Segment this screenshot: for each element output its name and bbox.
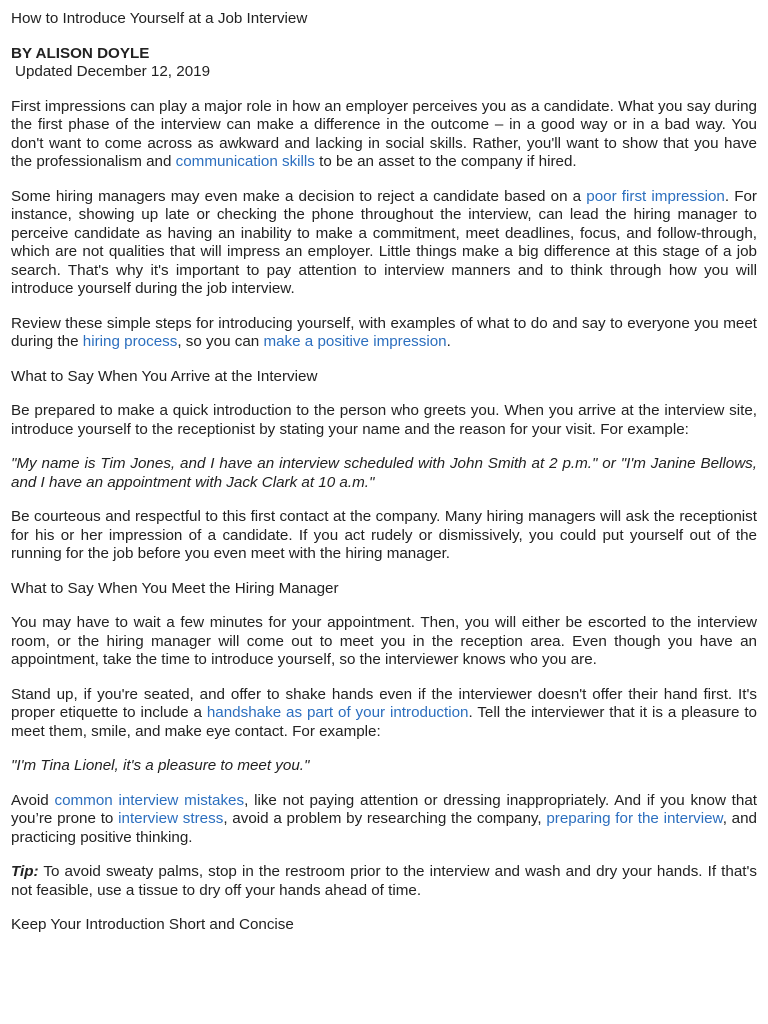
- link-positive-impression[interactable]: make a positive impression: [263, 333, 447, 350]
- paragraph-arrive: Be prepared to make a quick introduction to the person who greets you. When you arrive at the interview site, introduce yourself to the receptionist by stating your name and the reason for your visit. For example:: [11, 402, 757, 438]
- updated-date: Updated December 12, 2019: [15, 63, 211, 80]
- paragraph-wait: You may have to wait a few minutes for your appointment. Then, you will either be escorted to the interview room, or the hiring manager will come out to meet you in the reception area. Even though you have an appointment, take the time to introduce yourself, so the interviewer knows who you are.: [11, 614, 757, 668]
- link-communication-skills[interactable]: communication skills: [175, 153, 315, 170]
- link-hiring-process[interactable]: hiring process: [82, 333, 178, 350]
- paragraph-courteous: Be courteous and respectful to this first contact at the company. Many hiring managers will ask the receptionist for his or her impression of a candidate. If you act rudely or dismissively, you could put yourself out of the running for the job before you even meet with the hiring manager.: [11, 508, 757, 562]
- paragraph-review-steps: Review these simple steps for introducing yourself, with examples of what to do and say to everyone you meet during the hiring process, so you can make a positive impression.: [11, 314, 757, 350]
- tip-label: Tip:: [11, 863, 39, 880]
- paragraph-avoid-mistakes: Avoid common interview mistakes, like not paying attention or dressing inappropriately. And if you know that you’re prone to interview stress, avoid a problem by researching the company, preparing for the interview, and practicing positive thinking.: [11, 791, 758, 846]
- paragraph-first-impression: Some hiring managers may even make a decision to reject a candidate based on a poor first impression. For instance, showing up late or checking the phone throughout the interview, can lead the hiring manager to perceive candidate as having an inability to make a commitment, meet deadlines, focus, and follow-through, which are not qualities that will impress an employer. Little things make a big difference at this stage of a job search. That's why it's important to pay attention to interview manners and to think through how you will introduce yourself during the job interview.: [11, 187, 757, 297]
- section-heading-keep-short: Keep Your Introduction Short and Concise: [11, 916, 294, 933]
- author-byline: BY ALISON DOYLE: [11, 44, 150, 62]
- link-interview-stress[interactable]: interview stress: [118, 810, 224, 827]
- example-quote-receptionist: "My name is Tim Jones, and I have an interview scheduled with John Smith at 2 p.m." or "I'm Janine Bellows, and I have an appointment with Jack Clark at 10 a.m.": [11, 455, 757, 491]
- tip-text: To avoid sweaty palms, stop in the restroom prior to the interview and wash and dry your hands. If that's not feasible, use a tissue to dry off your hands ahead of time.: [11, 863, 757, 899]
- link-poor-first-impression[interactable]: poor first impression: [586, 187, 725, 205]
- example-quote-manager: "I'm Tina Lionel, it's a pleasure to meet you.": [11, 757, 310, 774]
- link-common-mistakes[interactable]: common interview mistakes: [54, 791, 245, 809]
- section-heading-arrive: What to Say When You Arrive at the Interview: [11, 367, 318, 385]
- tip-box: [11, 863, 757, 900]
- paragraph-intro: First impressions can play a major role in how an employer perceives you as a candidate. What you say during the first phase of the interview can make a difference in the outcome – in a good way or in a bad way. You don't want to come across as awkward and lacking in social skills. Rather, you'll want to show that you have the professionalism and communication skills to be an asset to the company if hired.: [11, 97, 757, 170]
- paragraph-handshake: Stand up, if you're seated, and offer to shake hands even if the interviewer doesn't offer their hand first. It's proper etiquette to include a handshake as part of your introduction. Tell the interviewer that it is a pleasure to meet them, smile, and make eye contact. For example:: [11, 685, 757, 740]
- link-preparing-interview[interactable]: preparing for the interview: [546, 810, 723, 827]
- link-handshake[interactable]: handshake as part of your introduction: [206, 704, 469, 721]
- section-heading-meet-manager: What to Say When You Meet the Hiring Manager: [11, 579, 339, 597]
- article-title: How to Introduce Yourself at a Job Interview: [11, 10, 308, 27]
